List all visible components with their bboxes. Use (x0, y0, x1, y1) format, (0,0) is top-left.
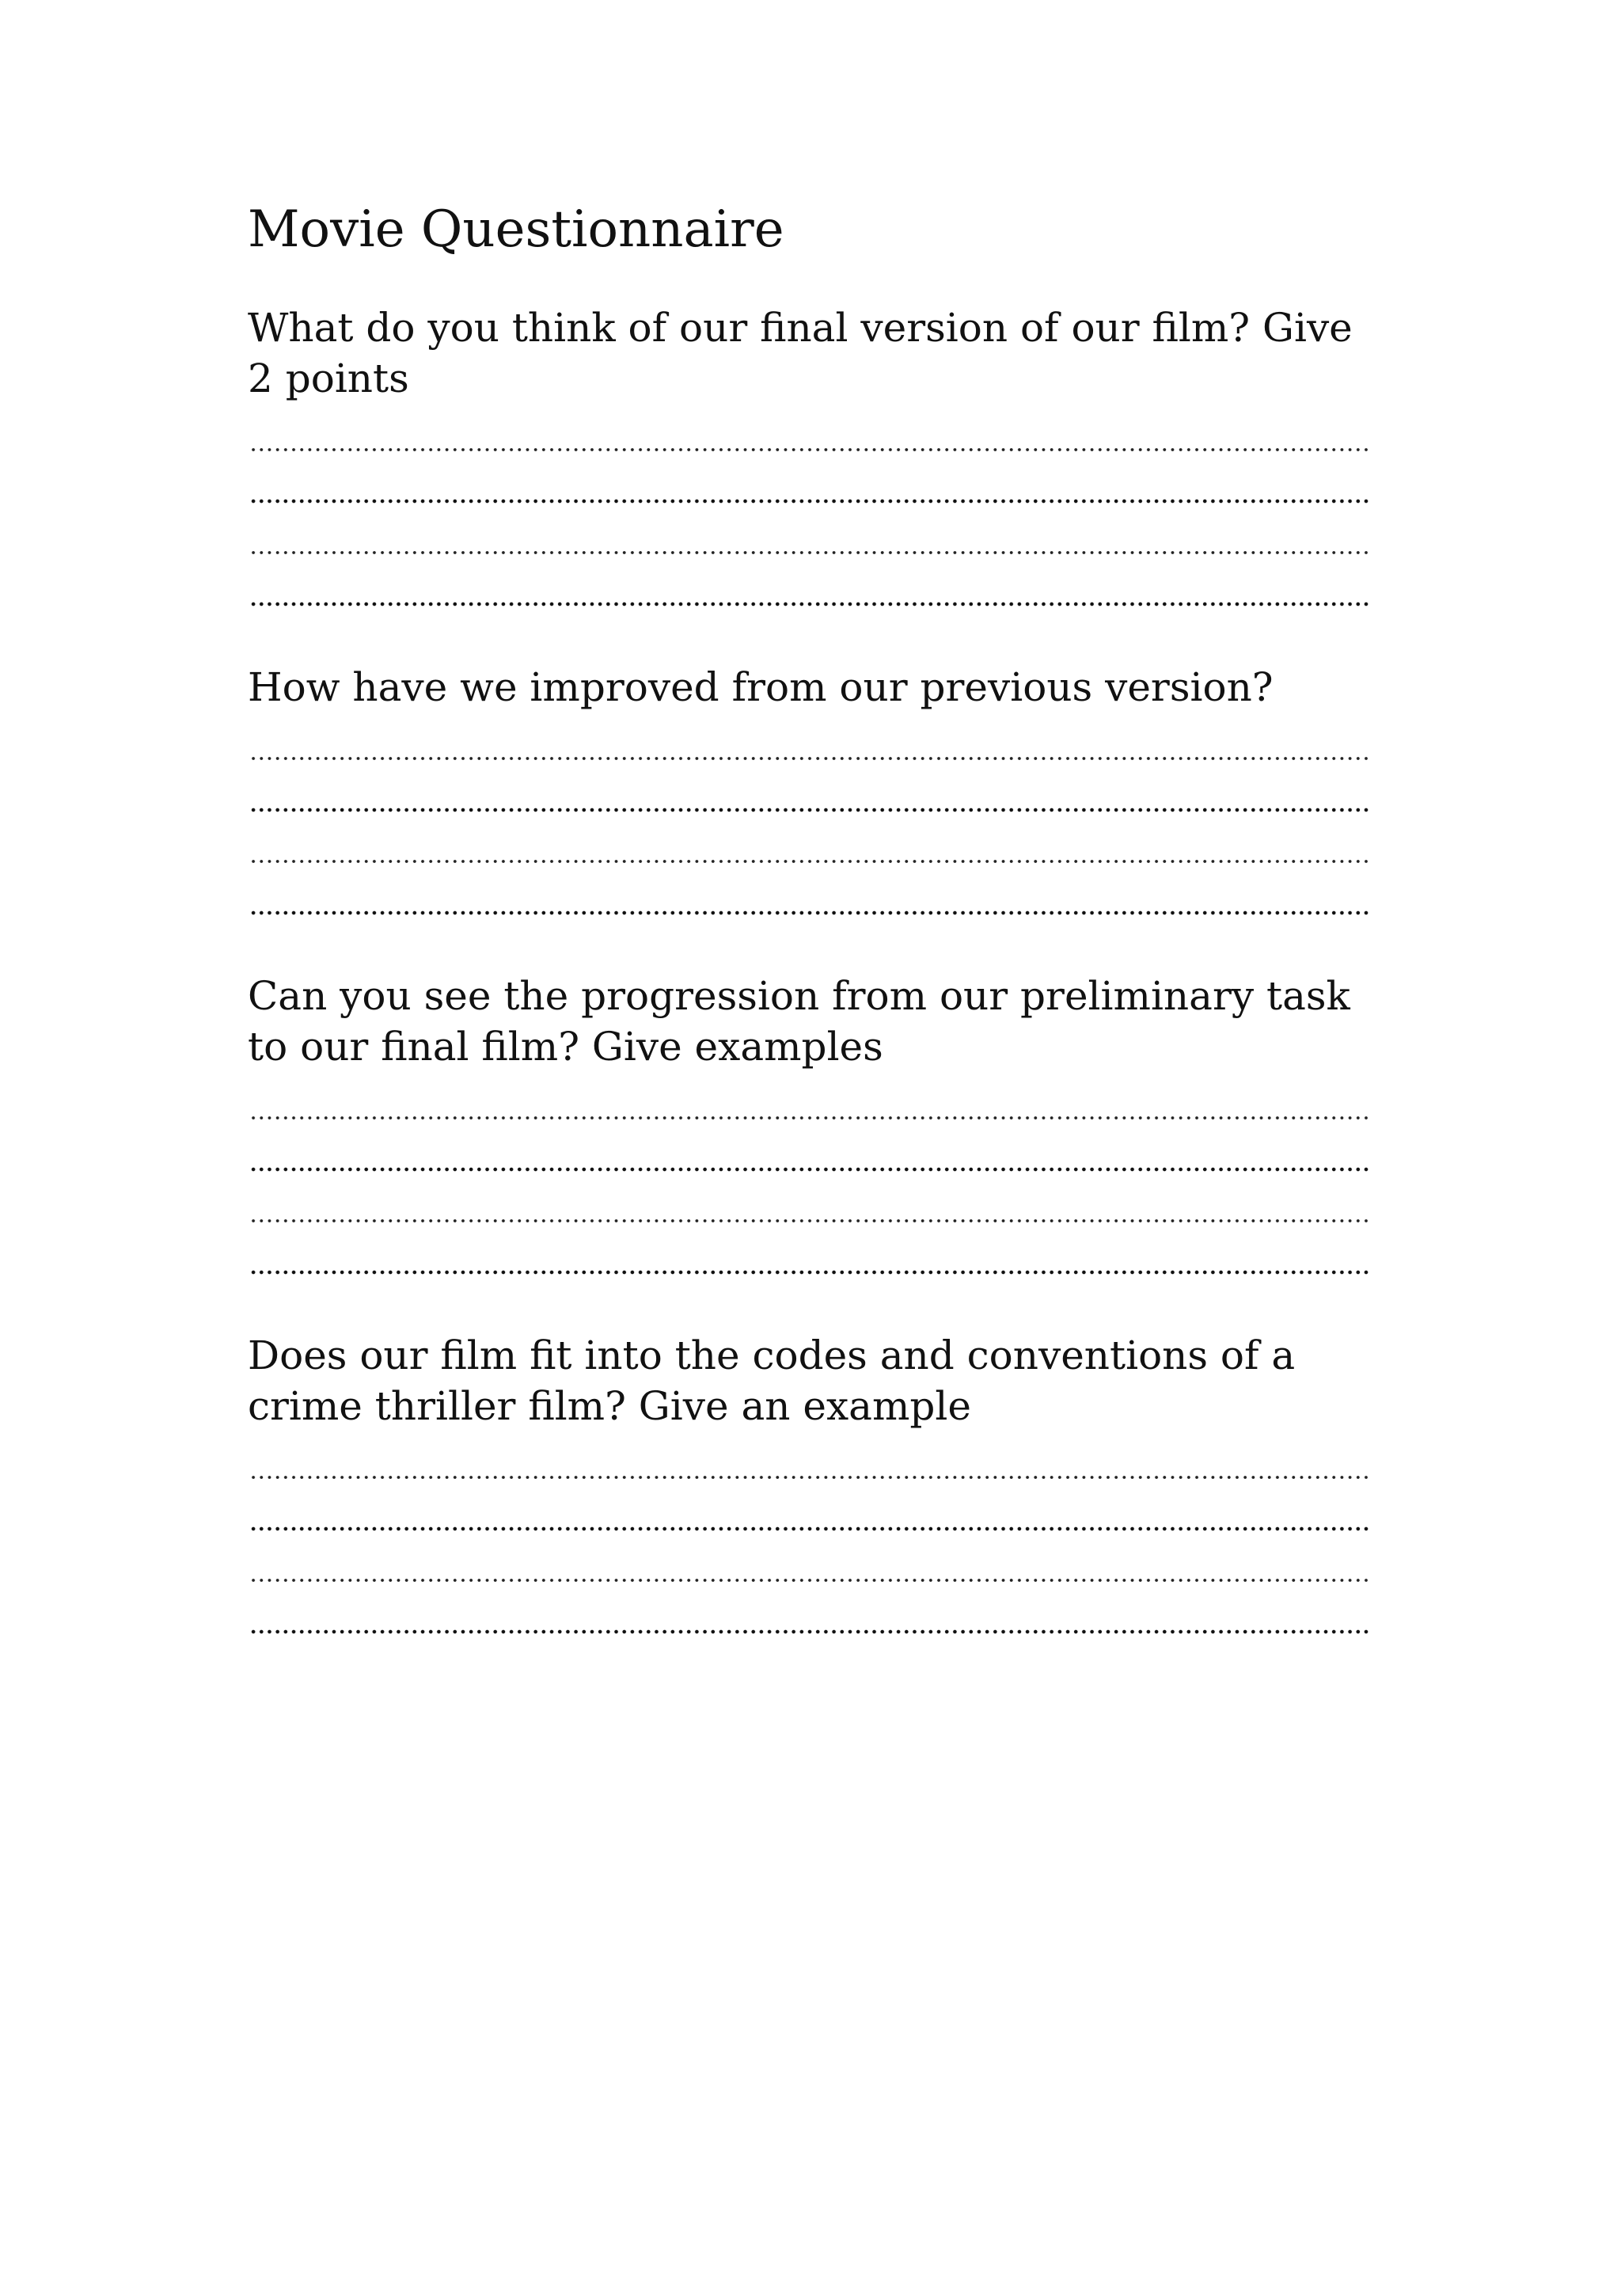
answer-line[interactable] (248, 566, 1369, 618)
answer-line[interactable] (248, 1183, 1369, 1234)
answer-line[interactable] (248, 412, 1369, 463)
answer-line[interactable] (248, 1439, 1369, 1491)
answer-line[interactable] (248, 875, 1369, 926)
answer-line[interactable] (248, 1542, 1369, 1594)
question-text: Does our film fit into the codes and conventions of a crime thriller film? Give an example (248, 1332, 1296, 1429)
answer-line[interactable] (248, 1594, 1369, 1645)
answer-line[interactable] (248, 1491, 1369, 1542)
answer-line[interactable] (248, 720, 1369, 772)
question-text: What do you think of our final version of our film? Give 2 points (248, 305, 1353, 401)
question-text: Can you see the progression from our preliminary task to our final film? Give examples (248, 973, 1350, 1070)
answer-line[interactable] (248, 772, 1369, 823)
question-block-2 (248, 662, 1372, 926)
question-block-4 (248, 1330, 1372, 1645)
question-block-1 (248, 302, 1372, 618)
question-block-3 (248, 971, 1372, 1286)
answer-line[interactable] (248, 1234, 1369, 1286)
answer-line[interactable] (248, 1080, 1369, 1131)
answer-line[interactable] (248, 1131, 1369, 1183)
page-title: Movie Questionnaire (248, 200, 784, 259)
questionnaire-content (248, 198, 1372, 1690)
answer-line[interactable] (248, 463, 1369, 515)
answer-line[interactable] (248, 515, 1369, 566)
question-text: How have we improved from our previous version? (248, 664, 1274, 710)
answer-line[interactable] (248, 823, 1369, 875)
